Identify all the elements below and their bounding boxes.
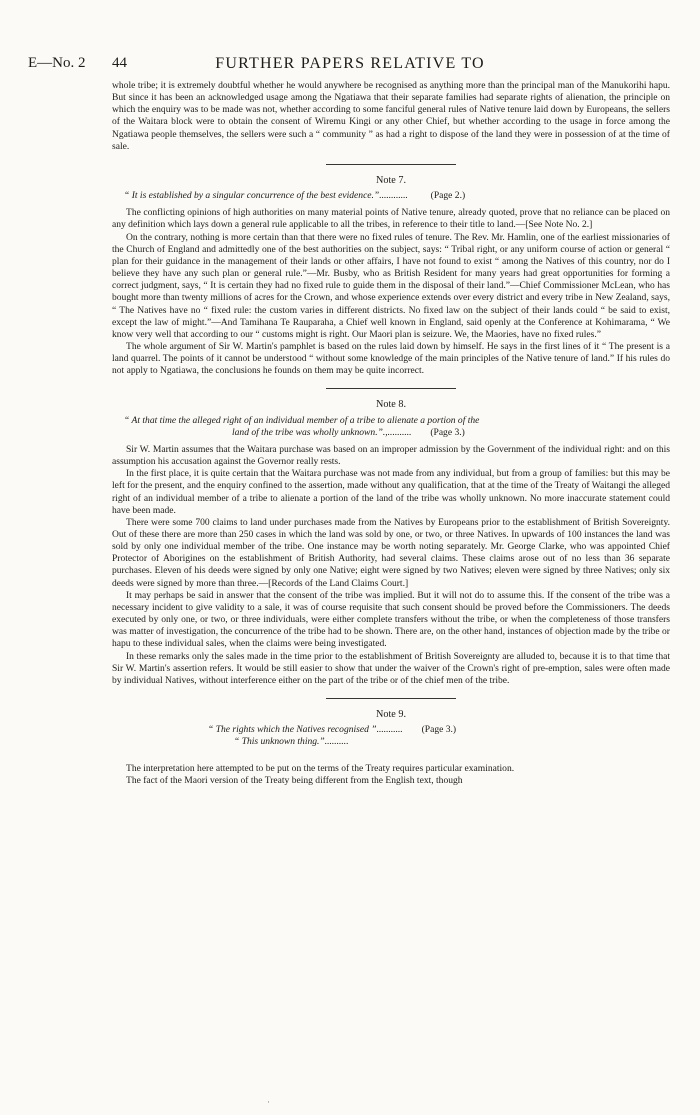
note-7-paragraph-2: On the contrary, nothing is more certain than that there were no fixed rules of tenure. The Rev. Mr. Hamlin, one of the earliest missionaries of the Church of England and admittedly one of the best authorities on the subject, says: “ Tribal right, or any uniform course of action or general “ plan for their guidance in the management of their lands or other affairs, I have not found to exist “ among the Natives of this country, nor do I believe they have any such plan or general rule.”—Mr. Busby, who as British Resident for many years had great opportunities for forming a correct judgment, says, “ It is certain they had no fixed rule to guide them in the disposal of their land.”—Chief Commissioner McLean, who has bought more than twenty millions of acres for the Crown, and whose experience extends over every district and every tribe in New Zealand, says, “ The Natives have no “ fixed rule: the custom varies in different districts. No fixed law on the subject of their lands could “ be said to exist, except the law of might.”—And Tamihana Te Rauparaha, a Chief well known in England, said openly at the Conference at Kohimarama, “ We know very well that according to our “ customs might is right. Our Maori plan is seizure. We, the Maories, have no fixed rules.” <box>112 231 670 340</box>
note-7-quote-text: “ It is established by a singular concurrence of the best evidence.”............ <box>124 190 408 202</box>
section-divider <box>326 164 456 165</box>
note-8-paragraph-4: It may perhaps be said in answer that the consent of the tribe was implied. But it will not do to assume this. If the consent of the tribe was a necessary incident to give validity to a sale, it was of course requisite that such consent should be proved before the Commissioners. The deeds executed by only one, or two, or three individuals, were either complete transfers without the tribe, or when the completeness of those transfers was matter of investigation, the concurrence of the tribe had to be shown. There are, on the other hand, instances of objection made by the tribe or hapu to these individual sales, when the claims were being investigated. <box>112 589 670 650</box>
note-9-paragraph-2: The fact of the Maori version of the Treaty being different from the English text, though <box>126 774 463 786</box>
note-9-page-ref: (Page 3.) <box>421 724 457 736</box>
note-8-paragraph-1: Sir W. Martin assumes that the Waitara purchase was based on an improper admission by the Government of the individual right: and on this assumption his accusation against the Governor really rests. <box>112 443 670 468</box>
note-9-paragraph-1: The interpretation here attempted to be put on the terms of the Treaty requires particular examination. <box>126 762 515 774</box>
note-7 <box>112 175 670 378</box>
note-7-quote <box>112 190 670 202</box>
note-7-title: Note 7. <box>376 174 406 186</box>
page-body <box>112 80 670 787</box>
note-8-quote-line-1: “ At that time the alleged right of an individual member of a tribe to alienate a portion of the <box>124 414 480 426</box>
note-9 <box>112 709 670 787</box>
section-divider <box>326 698 456 699</box>
note-9-quote-line-2: “ This unknown thing.”.......... <box>234 736 349 748</box>
page-speck: · <box>267 1097 270 1107</box>
note-9-quote-line-1: “ The rights which the Natives recognised ”........... <box>208 724 403 736</box>
note-8-quote <box>112 415 670 427</box>
note-9-quote <box>112 724 670 736</box>
note-8-paragraph-2: In the first place, it is quite certain that the Waitara purchase was not made from any individual, but from a group of families: but this may be left for the present, and the enquiry confined to the assertion, made without any qualification, that at the time of the Treaty of Waitangi the alleged right of an individual member of a tribe to alienate a portion of the land of the tribe was wholly unknown. No more inaccurate statement could have been made. <box>112 468 670 516</box>
note-8-paragraph-3: There were some 700 claims to land under purchases made from the Natives by Europeans prior to the establishment of British Sovereignty. Out of these there are more than 250 cases in which the land was sold by one, or two, or three Natives. In upwards of 100 instances the land was sold by only one individual member of the tribe. One instance may be worth noting separately. Mr. George Clarke, who was appointed Chief Protector of Aborigines on the establishment of British Authority, had several claims. These claims arose out of no less than 36 separate purchases. Eleven of his deeds were signed by only one Native; eight were signed by two Natives; eleven were signed by three Natives; only six deeds were signed by more than three.—[Records of the Land Claims Court.] <box>112 516 670 589</box>
intro-paragraph: whole tribe; it is extremely doubtful whether he would anywhere be recognised as anything more than the principal man of the Manukorihi hapu. But since it has been an acknowledged usage among the Ngatiawa that their separate families had separate rights of alienation, the principle on which the enquiry was to be made was not, whether according to some fanciful general rules of Native tenure laid down by Europeans, the sellers of the Waitara block were to obtain the consent of Wiremu Kingi or any other Chief, but whether according to the usage in force among the Ngatiawa people themselves, the sellers were such a “ community ” as had a right to dispose of the land they were in possession of at the time of sale. <box>112 80 670 152</box>
running-title: FURTHER PAPERS RELATIVE TO <box>215 55 485 72</box>
note-8-paragraph-5: In these remarks only the sales made in the time prior to the establishment of British Sovereignty are alluded to, because it is to that time that Sir W. Martin's assertion refers. It would be still easier to show that under the waiver of the Crown's right of pre-emption, sales were often made by individual Natives, without interference either on the part of the tribe or of the chief men of the tribe. <box>112 650 670 686</box>
note-8-title: Note 8. <box>376 399 406 411</box>
note-9-title: Note 9. <box>376 709 406 721</box>
document-number: E—No. 2 <box>28 55 86 71</box>
section-divider <box>326 388 456 389</box>
note-9-quote-cont <box>112 736 670 748</box>
page-number: 44 <box>112 55 127 71</box>
note-8 <box>112 399 670 687</box>
note-8-page-ref: (Page 3.) <box>430 426 465 438</box>
note-7-page-ref: (Page 2.) <box>430 190 466 202</box>
note-7-paragraph-1: The conflicting opinions of high authorities on many material points of Native tenure, already quoted, prove that no reliance can be placed on any definition which lays down a general rule applicable to all the tribes, in reference to their title to land.—[See Note No. 2.] <box>112 207 670 231</box>
note-7-paragraph-3: The whole argument of Sir W. Martin's pamphlet is based on the rules laid down by himself. He says in the first lines of it “ The present is a land quarrel. The points of it cannot be understood “ without some knowledge of the main principles of the Native tenure of land.” If his rules do not apply to Ngatiawa, the conclusions he founds on them may be quite incorrect. <box>112 340 670 377</box>
note-8-quote-cont <box>112 427 670 439</box>
page-header <box>0 55 700 75</box>
note-8-quote-line-2: land of the tribe was wholly unknown.”.,.......... <box>232 426 412 438</box>
